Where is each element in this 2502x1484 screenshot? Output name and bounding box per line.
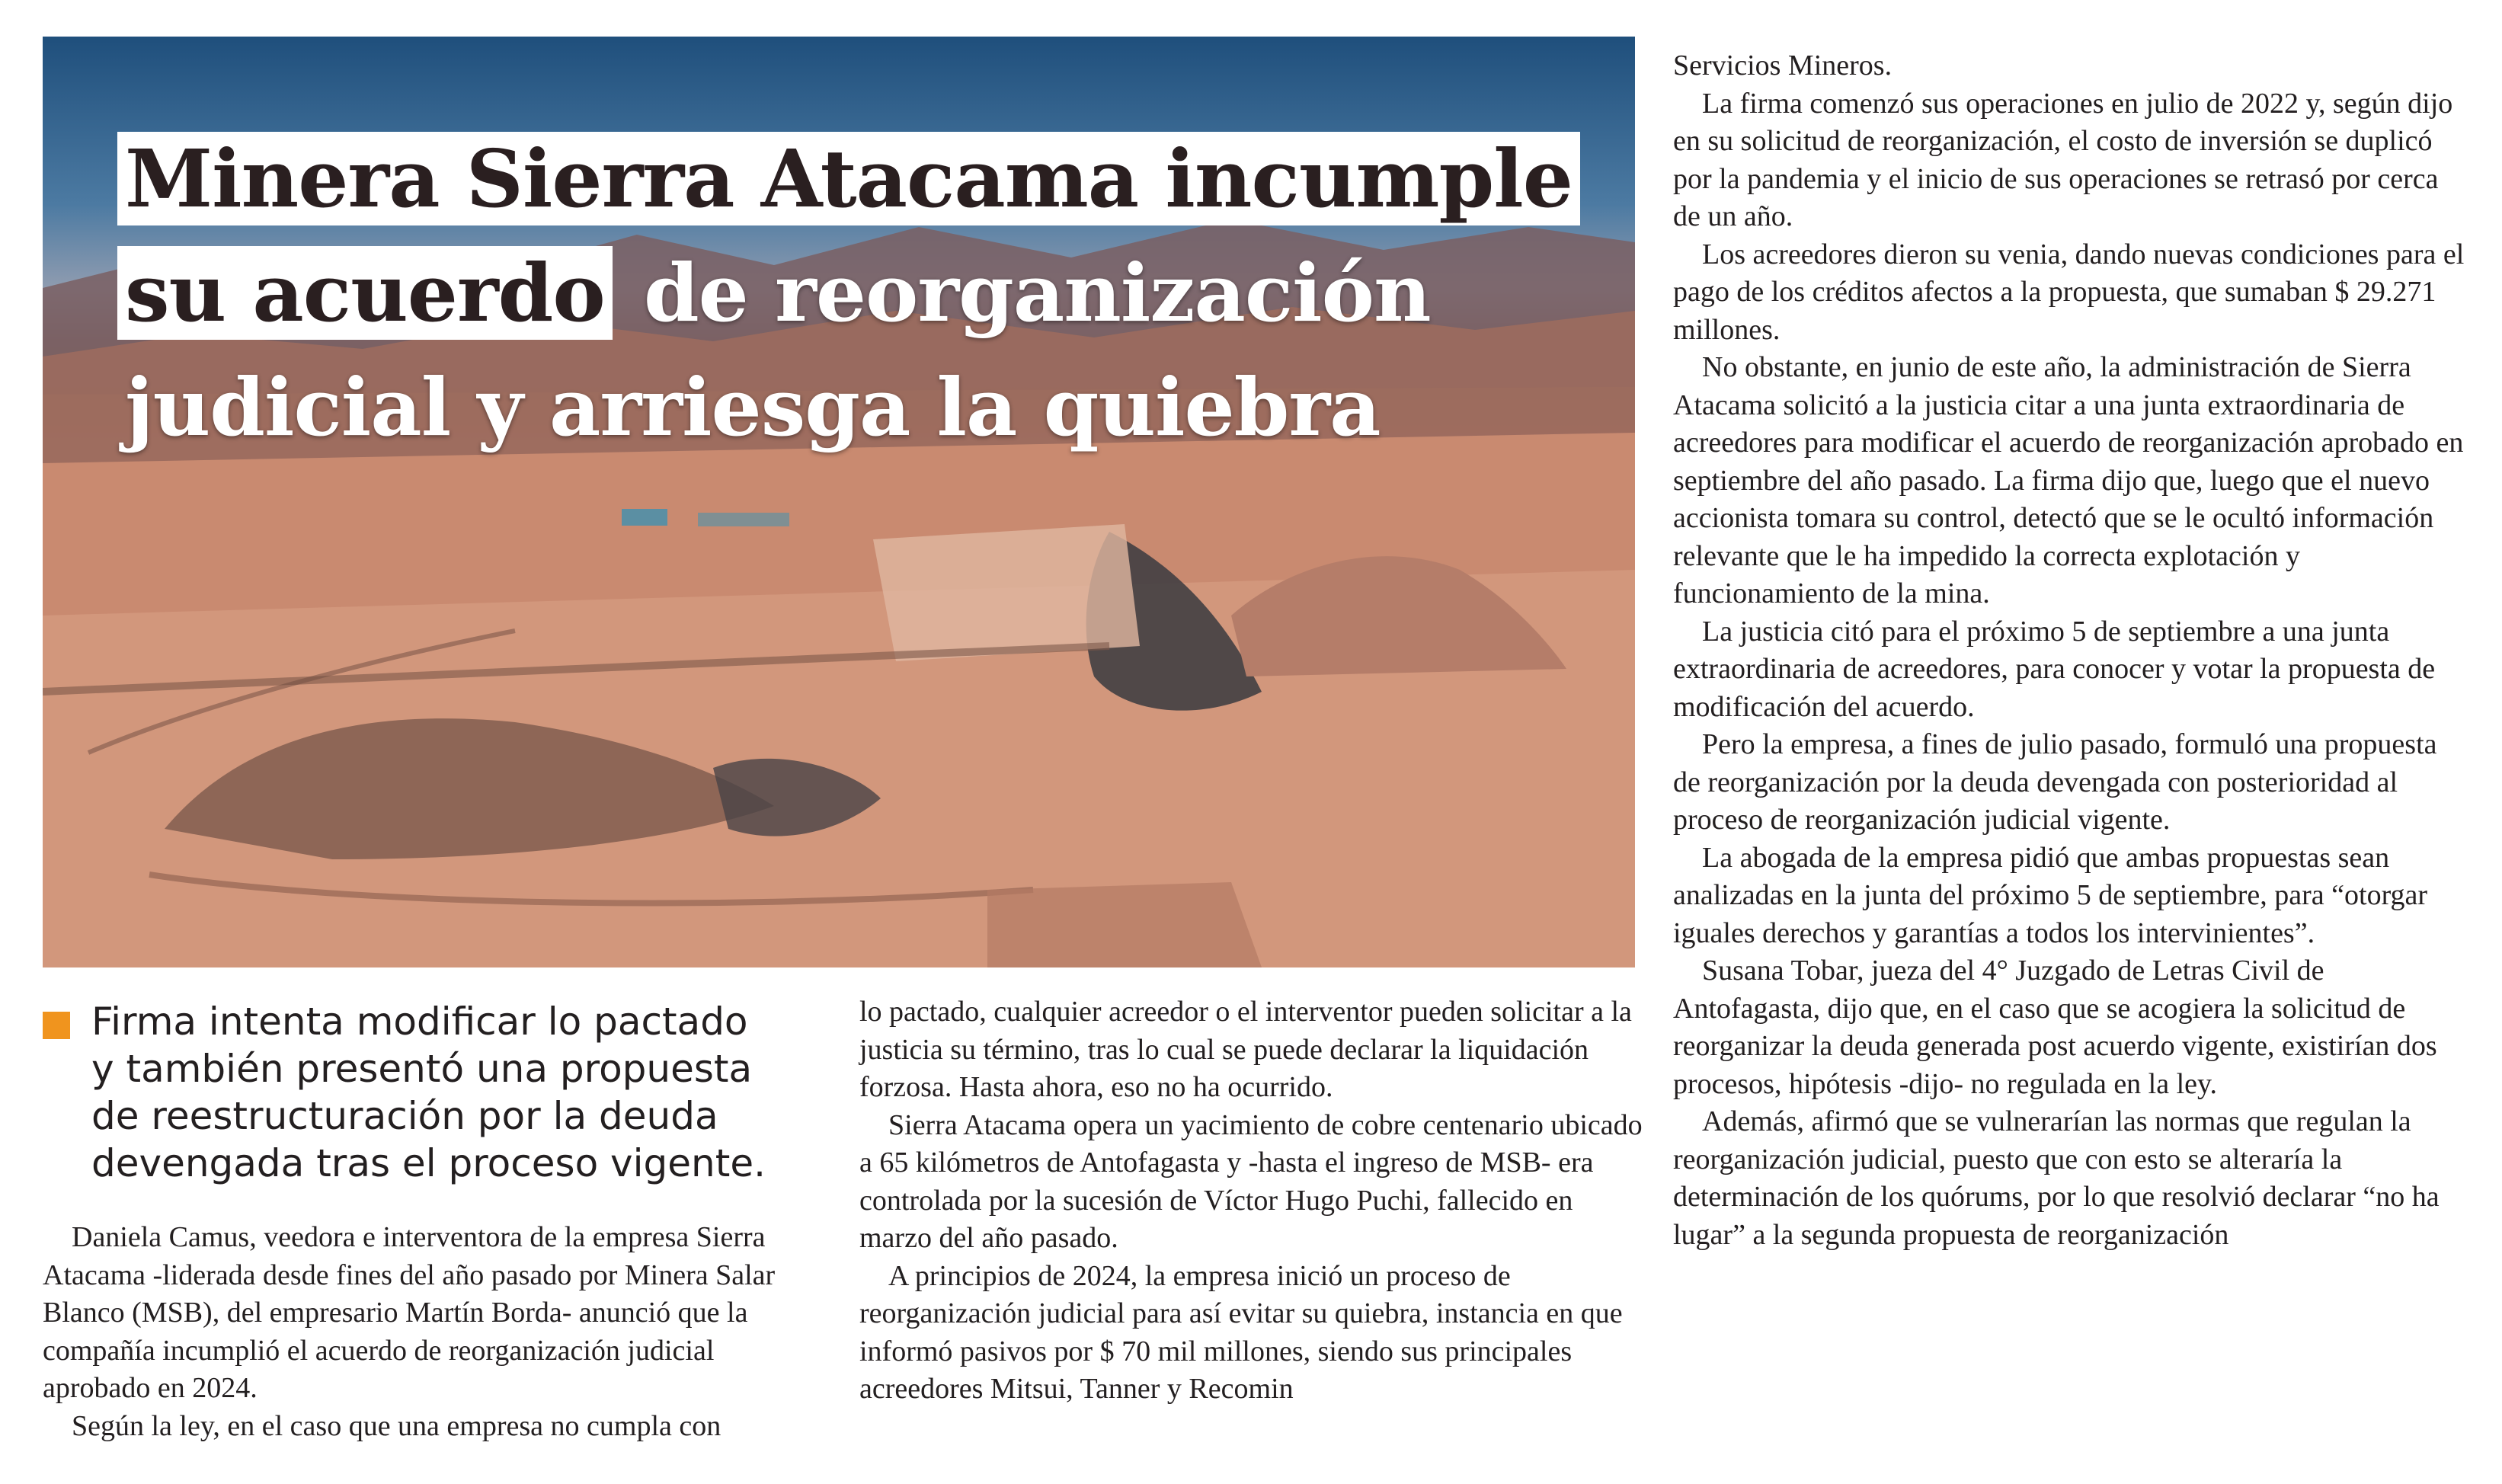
article-column-3 — [1673, 47, 2465, 1254]
paragraph: Sierra Atacama opera un yacimiento de cobre centenario ubicado a 65 kilómetros de Antofagasta y -hasta el ingreso de MSB- era controlada por la sucesión de Víctor Hugo Puchi, fallecido en marzo del año pasado. — [859, 1108, 1643, 1254]
paragraph: A principios de 2024, la empresa inició un proceso de reorganización judicial para así evitar su quiebra, instancia en que informó pasivos por $ 70 mil millones, siendo sus principales acreedores Mitsui, Tanner y Recomin — [859, 1259, 1623, 1405]
paragraph: Susana Tobar, jueza del 4° Juzgado de Letras Civil de Antofagasta, dijo que, en el caso que se acogiera la solicitud de reorganizar la deuda generada post acuerdo vigente, existirían dos procesos, hipótesis -dijo- no regulada en la ley. — [1673, 955, 2437, 1100]
headline-line2-highlight: su acuerdo — [117, 246, 613, 340]
headline-line2-rest: de reorganización — [616, 246, 1431, 340]
paragraph: lo pactado, cualquier acreedor o el interventor pueden solicitar a la justicia su término, tras lo cual se puede declarar la liquidación forzosa. Hasta ahora, eso no ha ocurrido. — [859, 996, 1632, 1103]
article-column-1 — [43, 1219, 827, 1445]
article-column-2 — [859, 993, 1644, 1409]
paragraph: No obstante, en junio de este año, la administración de Sierra Atacama solicitó a la justicia citar a una junta extraordinaria de acreedores para modificar el acuerdo de reorganización aprobado en septiembre del año pasado. La firma dijo que, luego que el nuevo accionista tomara su control, detectó que se le ocultó información relevante que le ha impedido la correcta explotación y funcionamiento de la mina. — [1673, 351, 2464, 609]
lead-bullet-marker — [43, 1012, 70, 1039]
headline-line1: Minera Sierra Atacama incumple — [117, 132, 1580, 225]
paragraph: Pero la empresa, a fines de julio pasado, formuló una propuesta de reorganización por la deuda devengada con posterioridad al proceso de reorganización judicial vigente. — [1673, 728, 2437, 836]
paragraph: Daniela Camus, veedora e interventora de la empresa Sierra Atacama -liderada desde fines del año pasado por Minera Salar Blanco (MSB), del empresario Martín Borda- anunció que la compañía incumplió el acuerdo de reorganización judicial aprobado en 2024. — [43, 1221, 776, 1404]
paragraph: Además, afirmó que se vulnerarían las normas que regulan la reorganización judicial, puesto que con esto se alteraría la determinación de los quórums, por lo que resolvió declarar “no ha lugar” a la segunda propuesta de reorganización — [1673, 1105, 2440, 1251]
headline — [125, 122, 1580, 465]
paragraph: La justicia citó para el próximo 5 de septiembre a una junta extraordinaria de acreedores, para conocer y votar la propuesta de modificación del acuerdo. — [1673, 615, 2436, 723]
paragraph: Según la ley, en el caso que una empresa no cumpla con — [72, 1409, 721, 1442]
paragraph: Los acreedores dieron su venia, dando nuevas condiciones para el pago de los créditos afectos a la propuesta, que sumaban $ 29.271 millones. — [1673, 238, 2465, 346]
paragraph: La abogada de la empresa pidió que ambas propuestas sean analizadas en la junta del próximo 5 de septiembre, para “otorgar iguales derechos y garantías a todos los intervinientes”. — [1673, 841, 2428, 949]
mine-aerial-photo — [43, 37, 1635, 967]
headline-line3: judicial y arriesga la quiebra — [125, 360, 1381, 454]
lead-subtitle: Firma intenta modificar lo pactado y también presentó una propuesta de reestructuración por la deuda devengada tras el proceso vigente. — [91, 999, 766, 1185]
paragraph: La firma comenzó sus operaciones en julio de 2022 y, según dijo en su solicitud de reorganización, el costo de inversión se duplicó por la pandemia y el inicio de sus operaciones se retrasó por cerca de un año. — [1673, 87, 2453, 232]
paragraph: Servicios Mineros. — [1673, 50, 1892, 82]
